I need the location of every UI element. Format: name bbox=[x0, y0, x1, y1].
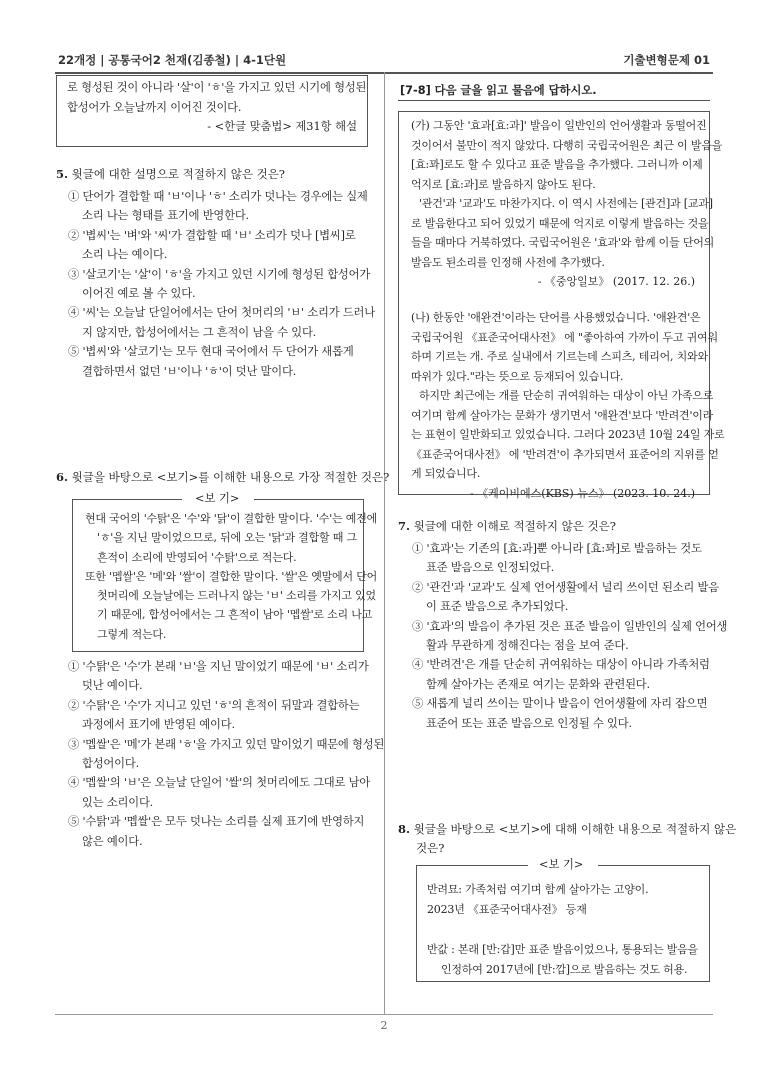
option-2-cont: 소리 나는 예이다. bbox=[82, 248, 168, 262]
option-4[interactable]: ④ '반려견'은 개를 단순히 귀여워하는 대상이 아니라 가족처럼 bbox=[412, 658, 710, 672]
source-citation: - 《케이비에스(KBS) 뉴스》 (2023. 10. 24.) bbox=[469, 486, 695, 500]
bogi-title: <보 기> bbox=[533, 858, 589, 872]
option-4-cont: 함께 살아가는 존재로 여기는 문화와 관련된다. bbox=[426, 677, 650, 691]
option-2[interactable]: ② '볍씨'는 '벼'와 '씨'가 결합할 때 'ㅂ' 소리가 덧나 [볍씨]로 bbox=[68, 228, 356, 242]
text-line: 하며 기르는 개. 주로 실내에서 기르는데 스피츠, 테리어, 치와와 bbox=[411, 350, 708, 363]
option-4-cont: 지 않지만, 합성어에서는 그 흔적이 남을 수 있다. bbox=[82, 325, 317, 339]
question-5 bbox=[56, 165, 285, 184]
text-line: 국립국어원 《표준국어대사전》 에 "좋아하여 가까이 두고 귀여워 bbox=[411, 330, 718, 344]
text-line: 들을 때마다 거북하였다. 국립국어원은 '효과'와 함께 이들 단어의 bbox=[411, 236, 715, 249]
text-line: 'ㅎ'을 지닌 말이었으므로, 뒤에 오는 '닭'과 결합할 때 그 bbox=[97, 531, 357, 545]
bogi-top-rule bbox=[254, 499, 364, 500]
text-line: 따위가 있다."라는 뜻으로 등재되어 있습니다. bbox=[411, 369, 624, 383]
option-5[interactable]: ⑤ '볍씨'와 '살코기'는 모두 현대 국어에서 두 단어가 새롭게 bbox=[68, 345, 354, 359]
question-number: 5. bbox=[56, 167, 69, 181]
question-stem: 윗글을 바탕으로 <보기>에 대해 이해한 내용으로 적절하지 않은 bbox=[413, 822, 737, 836]
text-line: 게 되었습니다. bbox=[411, 467, 481, 480]
source-citation: - <한글 맞춤법> 제31항 해설 bbox=[207, 120, 357, 133]
option-5[interactable]: ⑤ 새롭게 널리 쓰이는 말이나 발음이 언어생활에 자리 잡으면 bbox=[412, 697, 708, 711]
passage-ga bbox=[411, 116, 723, 272]
question-number: 7. bbox=[398, 519, 411, 533]
option-3-cont: 합성어이다. bbox=[82, 757, 139, 771]
text-line: (가) 그동안 '효과[효:과]' 발음이 일반인의 언어생활과 동떨어진 bbox=[411, 119, 707, 132]
option-3[interactable]: ③ '효과'의 발음이 추가된 것은 표준 발음이 일반인의 실제 언어생 bbox=[412, 619, 728, 633]
text-line: 로 형성된 것이 아니라 '살'이 'ㅎ'을 가지고 있던 시기에 형성된 bbox=[67, 81, 367, 94]
text-line: 발음도 된소리를 인정해 사전에 추가했다. bbox=[411, 255, 605, 269]
option-1-cont: 소리 나는 형태를 표기에 반영한다. bbox=[82, 209, 249, 223]
text-line: 기 때문에, 합성어에서는 그 흔적이 남아 '멥쌀'로 소리 나고 bbox=[97, 608, 373, 622]
option-3-cont: 이어진 예로 볼 수 있다. bbox=[82, 287, 196, 301]
text-line: 또한 '멥쌀'은 '메'와 '쌀'이 결합한 말이다. '쌀'은 옛말에서 단어 bbox=[85, 569, 378, 583]
prev-passage-box bbox=[56, 75, 368, 147]
question-stem: 윗글을 바탕으로 <보기>를 이해한 내용으로 가장 적절한 것은? bbox=[71, 470, 390, 484]
option-1[interactable]: ① '효과'는 기존의 [효:과]뿐 아니라 [효:꽈]로 발음하는 것도 bbox=[412, 542, 702, 555]
bogi-box bbox=[416, 858, 710, 982]
q6-options bbox=[68, 657, 384, 851]
header-exam-title: 기출변형문제 01 bbox=[623, 53, 710, 67]
text-line: 는 표현이 일반화되고 있었습니다. 그러다 2023년 10월 24일 자로 bbox=[411, 428, 725, 441]
text-line: 흔적이 소리에 반영되어 '수탉'으로 적는다. bbox=[97, 550, 297, 564]
text-line: 현대 국어의 '수탉'은 '수'와 '닭'이 결합한 말이다. '수'는 예전에 bbox=[85, 512, 378, 525]
text-line: 억지로 [효:과]로 발음하지 않아도 된다. bbox=[411, 177, 596, 191]
option-2-cont: 과정에서 표기에 반영된 예이다. bbox=[82, 718, 235, 732]
text-line: 인정하여 2017년에 [반:깝]으로 발음하는 것도 허용. bbox=[441, 963, 688, 976]
question-7 bbox=[398, 517, 616, 536]
question-stem: 윗글에 대한 이해로 적절하지 않은 것은? bbox=[413, 519, 616, 533]
option-5[interactable]: ⑤ '수탉'과 '멥쌀'은 모두 덧나는 소리를 실제 표기에 반영하지 bbox=[68, 815, 365, 829]
question-6 bbox=[56, 468, 389, 487]
option-4-cont: 있는 소리이다. bbox=[82, 795, 154, 809]
option-3-cont: 활과 무관하게 정해진다는 점을 보여 준다. bbox=[426, 639, 629, 653]
text-line: 로 발음한다고 되어 있었기 때문에 억지로 이렇게 발음하는 것을 bbox=[411, 216, 709, 230]
option-1[interactable]: ① 단어가 결합할 때 'ㅂ'이나 'ㅎ' 소리가 덧나는 경우에는 실제 bbox=[68, 190, 368, 203]
bogi-box bbox=[72, 492, 378, 652]
question-stem-cont: 것은? bbox=[416, 841, 445, 855]
option-1-cont: 덧난 예이다. bbox=[82, 679, 143, 693]
bogi-text bbox=[427, 880, 699, 980]
question-number: 6. bbox=[56, 470, 69, 484]
question-8 bbox=[398, 820, 736, 858]
passage-na bbox=[411, 308, 725, 484]
question-number: 8. bbox=[398, 822, 411, 836]
section-title: [7-8] 다음 글을 읽고 물음에 답하시오. bbox=[400, 84, 597, 97]
bogi-text bbox=[85, 509, 378, 644]
footer-rule bbox=[55, 1014, 713, 1015]
option-1[interactable]: ① '수탉'은 '수'가 본래 'ㅂ'을 지닌 말이었기 때문에 'ㅂ' 소리가 bbox=[68, 660, 369, 673]
q5-options bbox=[68, 187, 375, 381]
text-line: 그렇게 적는다. bbox=[97, 627, 167, 641]
text-line: 합성어가 오늘날까지 이어진 것이다. bbox=[67, 100, 242, 114]
text-line: 2023년 《표준국어대사전》 등재 bbox=[427, 903, 587, 916]
section-rule bbox=[398, 100, 710, 101]
option-4[interactable]: ④ '씨'는 오늘날 단일어에서는 단어 첫머리의 'ㅂ' 소리가 드러나 bbox=[68, 306, 375, 320]
column-divider bbox=[384, 72, 385, 1015]
text-line: [효:꽈]로도 할 수 있다고 표준 발음을 추가했다. 그러니까 이제 bbox=[411, 158, 703, 171]
text-line: 것이어서 불만이 적지 않았다. 다행히 국립국어원은 최근 이 발음을 bbox=[411, 138, 723, 152]
option-5-cont: 않은 예이다. bbox=[82, 834, 143, 848]
text-line: (나) 한동안 '애완견'이라는 단어를 사용했었습니다. '애완견'은 bbox=[411, 311, 701, 324]
text-line: 《표준국어대사전》 에 '반려견'이 추가되면서 표준어의 지위를 얻 bbox=[411, 447, 719, 461]
text-line: 첫머리에 오늘날에는 드러나지 않는 'ㅂ' 소리를 가지고 있었 bbox=[97, 589, 376, 603]
option-2[interactable]: ② '관건'과 '교과'도 실제 언어생활에서 널리 쓰이던 된소리 발음 bbox=[412, 580, 719, 594]
option-2[interactable]: ② '수탉'은 '수'가 지니고 있던 'ㅎ'의 흔적이 뒤말과 결합하는 bbox=[68, 698, 360, 712]
page-number: 2 bbox=[380, 1019, 388, 1032]
text-line: 하지만 최근에는 개를 단순히 귀여워하는 대상이 아닌 가족으로 bbox=[419, 389, 714, 402]
text-line: 여기며 함께 살아가는 문화가 생기면서 '애완견'보다 '반려견'이라 bbox=[411, 408, 714, 422]
blank-line bbox=[427, 920, 699, 940]
passage-box bbox=[398, 111, 725, 500]
option-5-cont: 표준어 또는 표준 발음으로 인정될 수 있다. bbox=[426, 716, 632, 730]
option-5-cont: 결합하면서 없던 'ㅂ'이나 'ㅎ'이 덧난 말이다. bbox=[82, 364, 297, 378]
prev-passage-text bbox=[67, 78, 367, 117]
q7-options bbox=[412, 539, 727, 733]
question-stem: 윗글에 대한 설명으로 적절하지 않은 것은? bbox=[71, 167, 285, 181]
text-line: '관건'과 '교과'도 마찬가지다. 이 역시 사전에는 [관건]과 [교과] bbox=[419, 197, 713, 210]
header-unit-info: 22개정 | 공통국어2 천재(김종철) | 4-1단원 bbox=[58, 53, 287, 67]
option-4[interactable]: ④ '멥쌀'의 'ㅂ'은 오늘날 단일어 '쌀'의 첫머리에도 그대로 남아 bbox=[68, 776, 371, 790]
source-citation: - 《중앙일보》 (2017. 12. 26.) bbox=[537, 275, 695, 288]
bogi-top-rule bbox=[416, 865, 528, 866]
option-1-cont: 표준 발음으로 인정되었다. bbox=[426, 561, 555, 575]
option-3[interactable]: ③ '살코기'는 '살'이 'ㅎ'을 가지고 있던 시기에 형성된 합성어가 bbox=[68, 267, 371, 281]
option-3[interactable]: ③ '멥쌀'은 '메'가 본래 'ㅎ'을 가지고 있던 말이었기 때문에 형성된 bbox=[68, 737, 385, 751]
text-line: 반려묘: 가족처럼 여기며 함께 살아가는 고양이. bbox=[427, 883, 649, 896]
option-2-cont: 이 표준 발음으로 추가되었다. bbox=[426, 600, 569, 614]
bogi-top-rule bbox=[598, 865, 710, 866]
text-line: 반값 : 본래 [반:갑]만 표준 발음이었으나, 통용되는 발음을 bbox=[427, 943, 698, 956]
bogi-title: <보 기> bbox=[189, 492, 245, 506]
bogi-top-rule bbox=[72, 499, 182, 500]
